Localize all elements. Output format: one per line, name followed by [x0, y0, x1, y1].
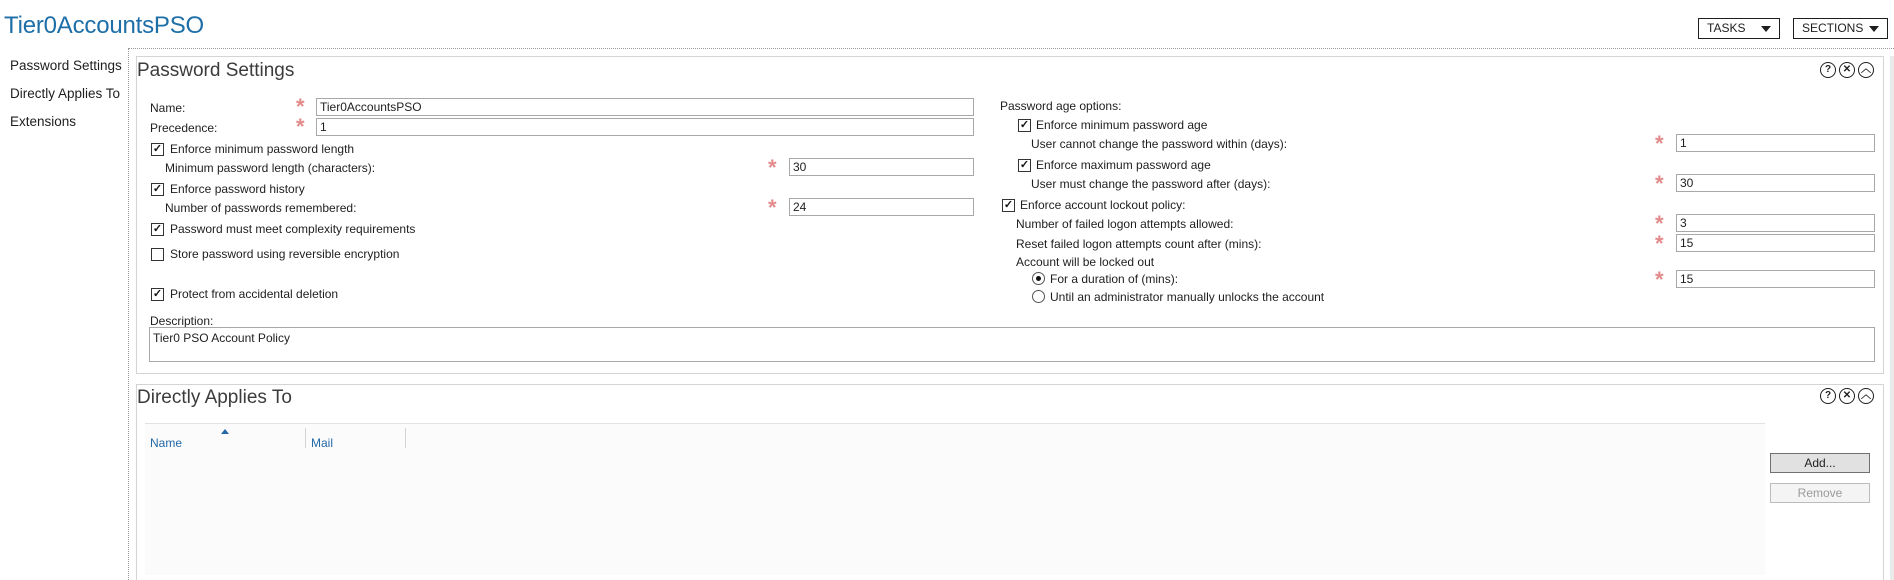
required-asterisk-icon: * [768, 155, 777, 180]
min-length-field[interactable]: 30 [789, 158, 974, 176]
history-label: Number of passwords remembered: [165, 201, 357, 215]
precedence-label: Precedence: [150, 121, 218, 135]
required-asterisk-icon: * [1655, 211, 1664, 236]
sections-dropdown-button[interactable] [1793, 18, 1888, 39]
reversible-encryption-checkbox[interactable] [151, 248, 164, 261]
max-age-field[interactable]: 30 [1676, 174, 1875, 192]
sections-label: SECTIONS [1802, 21, 1864, 35]
description-field[interactable]: Tier0 PSO Account Policy [149, 327, 1875, 362]
reset-count-field[interactable]: 15 [1676, 234, 1875, 252]
enforce-lockout-checkbox[interactable]: ✓ [1003, 199, 1014, 211]
add-button[interactable]: Add... [1770, 453, 1870, 473]
enforce-lockout-label: Enforce account lockout policy: [1020, 198, 1186, 212]
enforce-max-age-label: Enforce maximum password age [1036, 158, 1211, 172]
close-icon[interactable]: ✕ [1839, 388, 1855, 404]
duration-radio-label: For a duration of (mins): [1050, 272, 1179, 286]
column-header-name[interactable]: Name [150, 436, 183, 450]
collapse-icon[interactable]: ︿ [1858, 388, 1874, 404]
remove-button[interactable]: Remove [1770, 483, 1870, 503]
directly-applies-to-title: Directly Applies To [137, 387, 292, 408]
enforce-min-length-label: Enforce minimum password length [170, 142, 355, 156]
required-asterisk-icon: * [1655, 131, 1664, 156]
scrollbar[interactable] [1890, 56, 1894, 580]
admin-unlock-radio[interactable] [1032, 290, 1045, 303]
applies-to-section-icons [1820, 388, 1874, 404]
tasks-dropdown-button[interactable] [1698, 18, 1780, 39]
required-asterisk-icon: * [296, 94, 305, 119]
duration-field[interactable]: 15 [1676, 270, 1875, 288]
failed-attempts-label: Number of failed logon attempts allowed: [1016, 217, 1234, 231]
enforce-max-age-checkbox[interactable]: ✓ [1019, 159, 1030, 171]
required-asterisk-icon: * [768, 195, 777, 220]
min-age-label: User cannot change the password within (days): [1031, 137, 1288, 151]
required-asterisk-icon: * [1655, 171, 1664, 196]
max-age-label: User must change the password after (days): [1031, 177, 1271, 191]
min-age-field[interactable]: 1 [1676, 134, 1875, 152]
collapse-icon[interactable]: ︿ [1858, 62, 1874, 78]
locked-out-label: Account will be locked out [1016, 255, 1155, 269]
required-asterisk-icon: * [296, 114, 305, 139]
close-icon[interactable]: ✕ [1839, 62, 1855, 78]
password-settings-section-icons [1820, 62, 1874, 78]
chevron-down-icon [1761, 26, 1771, 32]
description-label: Description: [150, 314, 214, 328]
min-length-label: Minimum password length (characters): [165, 161, 376, 175]
sort-ascending-icon [221, 429, 229, 434]
required-asterisk-icon: * [1655, 267, 1664, 292]
required-asterisk-icon: * [1655, 231, 1664, 256]
applies-to-grid[interactable] [145, 423, 1765, 575]
enforce-min-age-label: Enforce minimum password age [1036, 118, 1208, 132]
enforce-min-age-checkbox[interactable]: ✓ [1019, 119, 1030, 131]
column-separator[interactable] [305, 428, 306, 448]
name-field[interactable]: Tier0AccountsPSO [316, 98, 974, 116]
enforce-min-length-checkbox[interactable]: ✓ [152, 143, 163, 155]
tasks-label: TASKS [1707, 21, 1746, 35]
complexity-label: Password must meet complexity requirements [170, 222, 416, 236]
nav-link-directly-applies-to[interactable]: Directly Applies To [10, 86, 121, 101]
protect-deletion-label: Protect from accidental deletion [170, 287, 339, 301]
help-icon[interactable]: ? [1820, 388, 1836, 404]
enforce-history-checkbox[interactable]: ✓ [152, 183, 163, 195]
precedence-field[interactable]: 1 [316, 118, 974, 136]
admin-unlock-radio-label: Until an administrator manually unlocks the account [1050, 290, 1325, 304]
failed-attempts-field[interactable]: 3 [1676, 214, 1875, 232]
chevron-down-icon [1869, 26, 1879, 32]
history-field[interactable]: 24 [789, 198, 974, 216]
reset-count-label: Reset failed logon attempts count after (mins): [1016, 237, 1262, 251]
enforce-history-label: Enforce password history [170, 182, 305, 196]
reversible-encryption-label: Store password using reversible encryption [170, 247, 400, 261]
page-title: Tier0AccountsPSO [4, 12, 204, 39]
password-settings-title: Password Settings [137, 60, 295, 81]
column-header-mail[interactable]: Mail [311, 436, 334, 450]
name-label: Name: [150, 101, 186, 115]
duration-radio[interactable] [1032, 272, 1045, 285]
nav-divider [128, 48, 129, 580]
header-divider [128, 48, 1894, 49]
help-icon[interactable]: ? [1820, 62, 1836, 78]
nav-link-password-settings[interactable]: Password Settings [10, 58, 122, 73]
protect-deletion-checkbox[interactable]: ✓ [152, 288, 163, 300]
nav-link-extensions[interactable]: Extensions [10, 114, 77, 129]
age-options-label: Password age options: [1000, 99, 1122, 113]
column-separator[interactable] [405, 428, 406, 448]
complexity-checkbox[interactable]: ✓ [152, 223, 163, 235]
